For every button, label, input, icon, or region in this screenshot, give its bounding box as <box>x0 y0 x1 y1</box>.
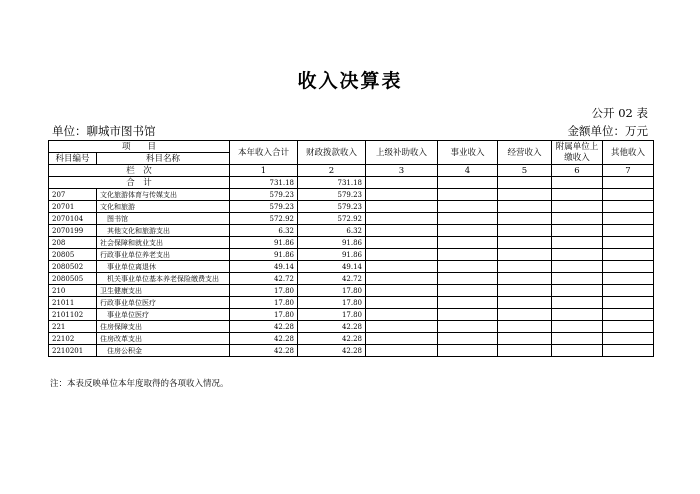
fiscal-income-cell: 572.92 <box>298 213 366 225</box>
column-number: 3 <box>366 165 438 177</box>
fiscal-income-cell: 42.72 <box>298 273 366 285</box>
subject-name-cell: 其他文化和旅游支出 <box>97 225 230 237</box>
empty-cell <box>603 213 654 225</box>
income-total-cell: 42.28 <box>230 333 298 345</box>
code-cell: 207 <box>49 189 97 201</box>
code-cell: 210 <box>49 285 97 297</box>
total-fiscal-cell: 731.18 <box>298 177 366 189</box>
header-row-1 <box>49 141 654 153</box>
table-row <box>49 213 654 225</box>
code-cell: 20805 <box>49 249 97 261</box>
empty-cell <box>438 201 498 213</box>
empty-cell <box>498 345 552 357</box>
fiscal-income-cell: 49.14 <box>298 261 366 273</box>
subject-name-cell: 事业单位离退休 <box>97 261 230 273</box>
empty-cell <box>438 285 498 297</box>
fiscal-income-cell: 42.28 <box>298 345 366 357</box>
subject-name-cell: 图书馆 <box>97 213 230 225</box>
income-total-cell: 17.80 <box>230 297 298 309</box>
column-number: 6 <box>552 165 603 177</box>
fiscal-income-cell: 579.23 <box>298 189 366 201</box>
column-number: 2 <box>298 165 366 177</box>
table-row <box>49 189 654 201</box>
empty-cell <box>552 321 603 333</box>
code-cell: 22102 <box>49 333 97 345</box>
empty-cell <box>603 225 654 237</box>
empty-cell <box>366 249 438 261</box>
fiscal-income-cell: 17.80 <box>298 297 366 309</box>
code-cell: 208 <box>49 237 97 249</box>
empty-cell <box>603 249 654 261</box>
empty-cell <box>498 177 552 189</box>
empty-cell <box>498 261 552 273</box>
empty-cell <box>498 213 552 225</box>
income-total-cell: 579.23 <box>230 189 298 201</box>
empty-cell <box>366 321 438 333</box>
code-cell: 21011 <box>49 297 97 309</box>
empty-cell <box>603 273 654 285</box>
fiscal-income-cell: 17.80 <box>298 309 366 321</box>
header-item: 项 目 <box>49 141 230 153</box>
code-cell: 2080505 <box>49 273 97 285</box>
page-title: 收入决算表 <box>297 70 403 92</box>
empty-cell <box>366 285 438 297</box>
empty-cell <box>366 345 438 357</box>
header-superior: 上级补助收入 <box>366 141 438 165</box>
table-row <box>49 309 654 321</box>
table-note: 注：本表反映单位本年度取得的各项收入情况。 <box>50 379 229 389</box>
empty-cell <box>366 201 438 213</box>
subject-name-cell: 住房改革支出 <box>97 333 230 345</box>
total-row <box>49 177 654 189</box>
empty-cell <box>603 237 654 249</box>
empty-cell <box>552 345 603 357</box>
empty-cell <box>498 249 552 261</box>
subject-name-cell: 住房公积金 <box>97 345 230 357</box>
header-code: 科目编号 <box>49 153 97 165</box>
code-cell: 2070199 <box>49 225 97 237</box>
subject-name-cell: 文化和旅游 <box>97 201 230 213</box>
table-row <box>49 273 654 285</box>
income-total-cell: 17.80 <box>230 309 298 321</box>
empty-cell <box>366 309 438 321</box>
income-total-cell: 42.28 <box>230 321 298 333</box>
header-name: 科目名称 <box>97 153 230 165</box>
empty-cell <box>552 237 603 249</box>
column-number: 7 <box>603 165 654 177</box>
subject-name-cell: 行政事业单位养老支出 <box>97 249 230 261</box>
empty-cell <box>366 177 438 189</box>
table-row <box>49 285 654 297</box>
empty-cell <box>366 213 438 225</box>
empty-cell <box>552 297 603 309</box>
total-income-cell: 731.18 <box>230 177 298 189</box>
empty-cell <box>438 309 498 321</box>
table-row <box>49 225 654 237</box>
income-total-cell: 572.92 <box>230 213 298 225</box>
fiscal-income-cell: 17.80 <box>298 285 366 297</box>
empty-cell <box>552 333 603 345</box>
empty-cell <box>603 285 654 297</box>
code-cell: 221 <box>49 321 97 333</box>
income-total-cell: 49.14 <box>230 261 298 273</box>
income-total-cell: 6.32 <box>230 225 298 237</box>
empty-cell <box>498 237 552 249</box>
empty-cell <box>366 261 438 273</box>
empty-cell <box>603 345 654 357</box>
column-number: 1 <box>230 165 298 177</box>
empty-cell <box>438 273 498 285</box>
empty-cell <box>438 321 498 333</box>
empty-cell <box>552 177 603 189</box>
empty-cell <box>438 177 498 189</box>
column-number-row <box>49 165 654 177</box>
table-row <box>49 249 654 261</box>
empty-cell <box>366 297 438 309</box>
fiscal-income-cell: 6.32 <box>298 225 366 237</box>
table-row <box>49 237 654 249</box>
empty-cell <box>498 297 552 309</box>
subject-name-cell: 行政事业单位医疗 <box>97 297 230 309</box>
income-total-cell: 91.86 <box>230 237 298 249</box>
header-fiscal: 财政拨款收入 <box>298 141 366 165</box>
fiscal-income-cell: 579.23 <box>298 201 366 213</box>
table-row <box>49 333 654 345</box>
code-cell: 20701 <box>49 201 97 213</box>
income-total-cell: 17.80 <box>230 285 298 297</box>
empty-cell <box>552 285 603 297</box>
subject-name-cell: 事业单位医疗 <box>97 309 230 321</box>
empty-cell <box>552 225 603 237</box>
income-table <box>48 140 654 357</box>
empty-cell <box>552 261 603 273</box>
income-total-cell: 91.86 <box>230 249 298 261</box>
income-total-cell: 42.72 <box>230 273 298 285</box>
empty-cell <box>438 237 498 249</box>
empty-cell <box>552 213 603 225</box>
empty-cell <box>498 321 552 333</box>
total-label: 合 计 <box>49 177 230 189</box>
table-row <box>49 345 654 357</box>
empty-cell <box>438 225 498 237</box>
header-total: 本年收入合计 <box>230 141 298 165</box>
form-number: 公开 02 表 <box>591 106 648 120</box>
empty-cell <box>498 285 552 297</box>
empty-cell <box>603 189 654 201</box>
empty-cell <box>552 201 603 213</box>
column-number-label: 栏 次 <box>49 165 230 177</box>
code-cell: 2210201 <box>49 345 97 357</box>
empty-cell <box>498 201 552 213</box>
code-cell: 2080502 <box>49 261 97 273</box>
empty-cell <box>366 237 438 249</box>
income-total-cell: 42.28 <box>230 345 298 357</box>
empty-cell <box>603 321 654 333</box>
empty-cell <box>603 261 654 273</box>
unit-label: 单位：聊城市图书馆 <box>52 124 156 138</box>
fiscal-income-cell: 91.86 <box>298 237 366 249</box>
table-row <box>49 201 654 213</box>
subject-name-cell: 机关事业单位基本养老保险缴费支出 <box>97 273 230 285</box>
empty-cell <box>438 189 498 201</box>
code-cell: 2101102 <box>49 309 97 321</box>
header-operating: 经营收入 <box>498 141 552 165</box>
empty-cell <box>438 333 498 345</box>
table-row <box>49 321 654 333</box>
empty-cell <box>366 189 438 201</box>
empty-cell <box>498 225 552 237</box>
empty-cell <box>438 213 498 225</box>
table-row <box>49 297 654 309</box>
fiscal-income-cell: 91.86 <box>298 249 366 261</box>
column-number: 5 <box>498 165 552 177</box>
empty-cell <box>552 273 603 285</box>
header-other: 其他收入 <box>603 141 654 165</box>
fiscal-income-cell: 42.28 <box>298 321 366 333</box>
header-business: 事业收入 <box>438 141 498 165</box>
empty-cell <box>603 309 654 321</box>
header-affiliated: 附属单位上缴收入 <box>552 141 603 165</box>
empty-cell <box>366 273 438 285</box>
subject-name-cell: 卫生健康支出 <box>97 285 230 297</box>
fiscal-income-cell: 42.28 <box>298 333 366 345</box>
amount-unit-label: 金额单位：万元 <box>567 124 648 138</box>
column-number: 4 <box>438 165 498 177</box>
empty-cell <box>438 249 498 261</box>
empty-cell <box>552 249 603 261</box>
empty-cell <box>498 309 552 321</box>
empty-cell <box>498 333 552 345</box>
code-cell: 2070104 <box>49 213 97 225</box>
empty-cell <box>603 201 654 213</box>
subject-name-cell: 住房保障支出 <box>97 321 230 333</box>
income-total-cell: 579.23 <box>230 201 298 213</box>
empty-cell <box>603 297 654 309</box>
empty-cell <box>603 333 654 345</box>
subject-name-cell: 文化旅游体育与传媒支出 <box>97 189 230 201</box>
table-row <box>49 261 654 273</box>
empty-cell <box>366 333 438 345</box>
empty-cell <box>498 189 552 201</box>
empty-cell <box>552 189 603 201</box>
empty-cell <box>603 177 654 189</box>
empty-cell <box>552 309 603 321</box>
subject-name-cell: 社会保障和就业支出 <box>97 237 230 249</box>
empty-cell <box>438 261 498 273</box>
empty-cell <box>438 297 498 309</box>
empty-cell <box>498 273 552 285</box>
empty-cell <box>366 225 438 237</box>
empty-cell <box>438 345 498 357</box>
